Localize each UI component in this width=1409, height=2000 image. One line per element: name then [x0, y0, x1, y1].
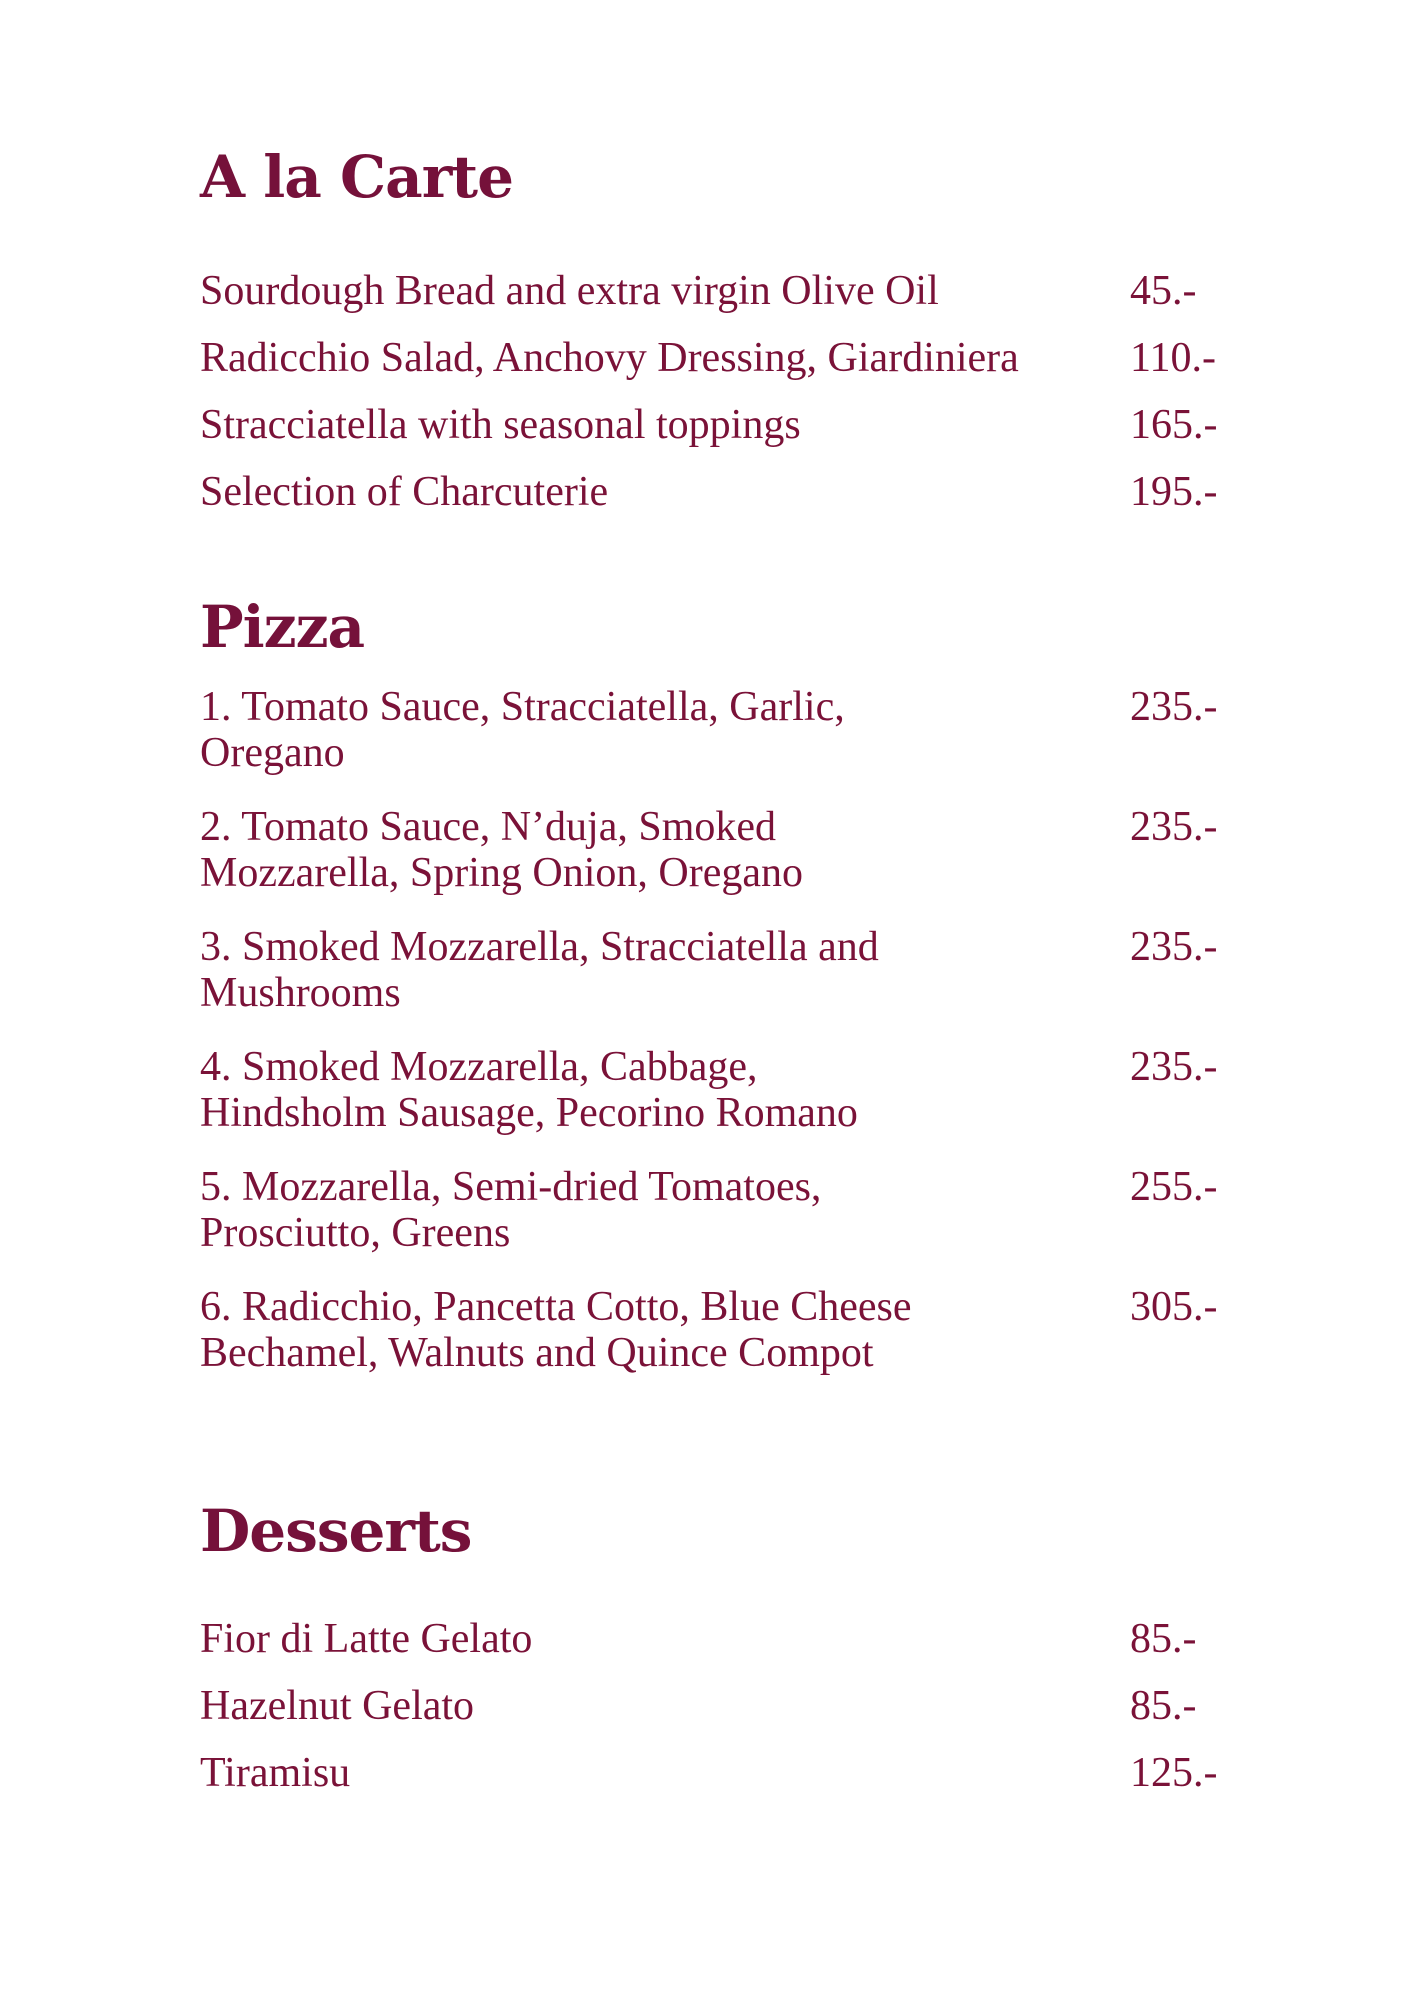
menu-item-name: Stracciatella with seasonal toppings	[200, 402, 801, 448]
menu-item-price: 235.-	[1130, 804, 1218, 850]
menu-item-price: 85.-	[1130, 1683, 1197, 1729]
menu-item-name: 1. Tomato Sauce, Stracciatella, Garlic, Oregano	[200, 684, 845, 776]
menu-item-name: 6. Radicchio, Pancetta Cotto, Blue Cheese Bechamel, Walnuts and Quince Compot	[200, 1284, 912, 1376]
menu-item-price: 165.-	[1130, 402, 1218, 448]
section-title-pizza: Pizza	[200, 593, 365, 661]
menu-item-price: 255.-	[1130, 1164, 1218, 1210]
menu-item-name: Tiramisu	[200, 1750, 351, 1796]
menu-item-price: 45.-	[1130, 268, 1197, 314]
section-title-desserts: Desserts	[200, 1497, 472, 1565]
menu-item-name: 5. Mozzarella, Semi-dried Tomatoes, Prosciutto, Greens	[200, 1164, 822, 1256]
menu-item-name: Hazelnut Gelato	[200, 1683, 475, 1729]
menu-item-price: 235.-	[1130, 684, 1218, 730]
menu-item-name: Selection of Charcuterie	[200, 469, 609, 515]
menu-item-name: 3. Smoked Mozzarella, Stracciatella and Mushrooms	[200, 924, 879, 1016]
menu-item-price: 125.-	[1130, 1750, 1218, 1796]
menu-item-price: 235.-	[1130, 1044, 1218, 1090]
menu-item-price: 305.-	[1130, 1284, 1218, 1330]
menu-item-name: Sourdough Bread and extra virgin Olive Oil	[200, 268, 939, 314]
section-title-a-la-carte: A la Carte	[200, 143, 513, 211]
menu-item-price: 235.-	[1130, 924, 1218, 970]
menu-item-name: Fior di Latte Gelato	[200, 1616, 533, 1662]
menu-item-price: 85.-	[1130, 1616, 1197, 1662]
menu-item-price: 110.-	[1130, 335, 1216, 381]
menu-item-name: 4. Smoked Mozzarella, Cabbage, Hindsholm Sausage, Pecorino Romano	[200, 1044, 858, 1136]
menu-item-name: 2. Tomato Sauce, N’duja, Smoked Mozzarella, Spring Onion, Oregano	[200, 804, 803, 896]
menu-item-name: Radicchio Salad, Anchovy Dressing, Giardiniera	[200, 335, 1019, 381]
menu-item-price: 195.-	[1130, 469, 1218, 515]
